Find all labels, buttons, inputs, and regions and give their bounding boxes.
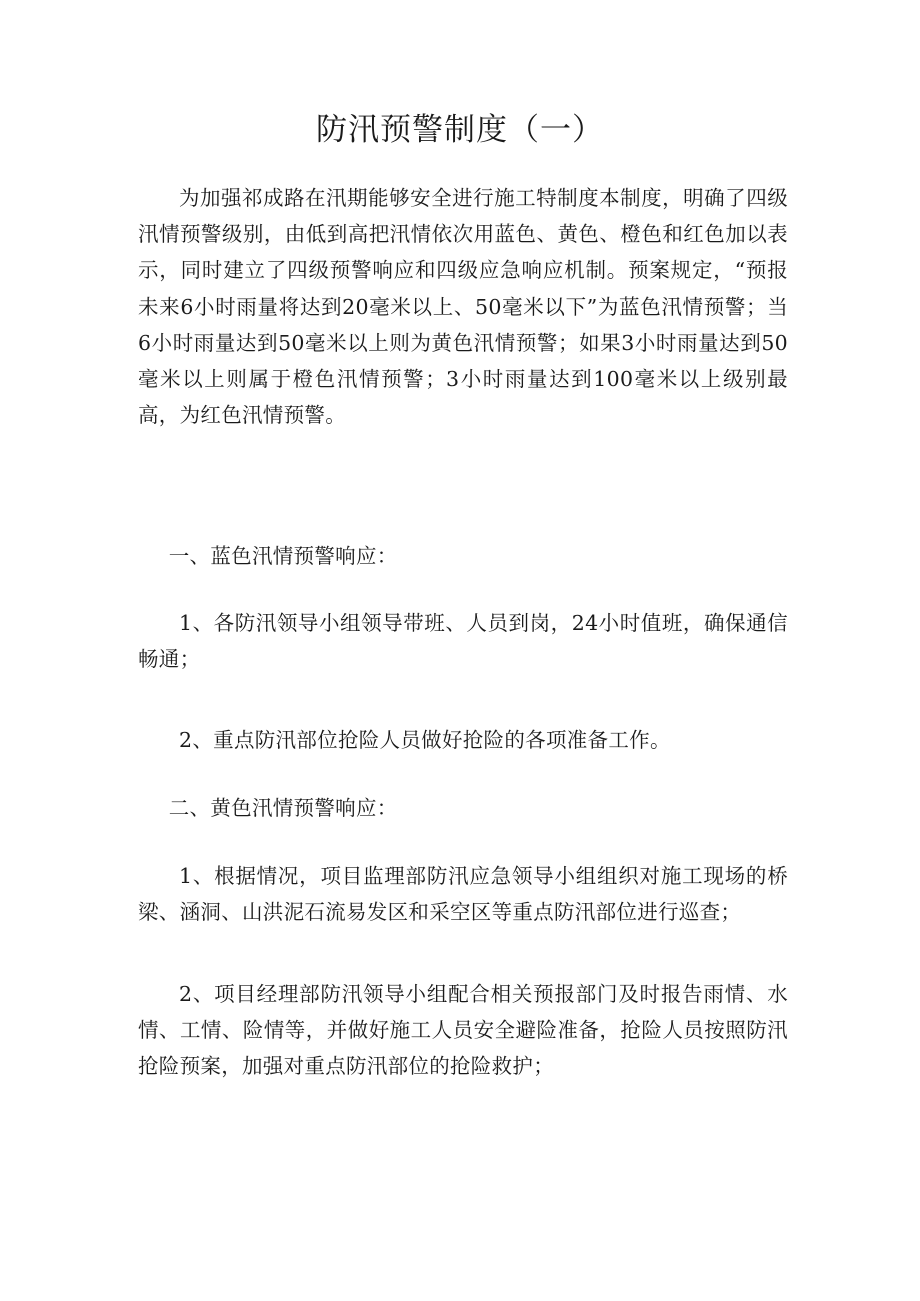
blue-item-2: 2、重点防汛部位抢险人员做好抢险的各项准备工作。 bbox=[179, 728, 671, 752]
yellow-item-1: 1、根据情况，项目监理部防汛应急领导小组组织对施工现场的桥梁、涵洞、山洪泥石流易发区和采空区等重点防汛部位进行巡查； bbox=[138, 864, 788, 925]
blue-item-1: 1、各防汛领导小组领导带班、人员到岗，24小时值班，确保通信畅通； bbox=[138, 611, 788, 672]
yellow-item-2: 2、项目经理部防汛领导小组配合相关预报部门及时报告雨情、水情、工情、险情等，并做好施工人员安全避险准备，抢险人员按照防汛抢险预案，加强对重点防汛部位的抢险救护； bbox=[138, 982, 788, 1079]
section-heading-yellow: 二、黄色汛情预警响应： bbox=[168, 796, 398, 820]
section-heading-blue: 一、蓝色汛情预警响应： bbox=[168, 544, 398, 568]
intro-paragraph: 为加强祁成路在汛期能够安全进行施工特制度本制度，明确了四级汛情预警级别，由低到高把汛情依次用蓝色、黄色、橙色和红色加以表示，同时建立了四级预警响应和四级应急响应机制。预案规定，“预报未来6小时雨量将达到20毫米以上、50毫米以下”为蓝色汛情预警；当6小时雨量达到50毫米以上则为黄色汛情预警；如果3小时雨量达到50毫米以上则属于橙色汛情预警；3小时雨量达到100毫米以上级别最高，为红色汛情预警。 bbox=[138, 186, 788, 428]
document-title: 防汛预警制度（一） bbox=[316, 112, 604, 148]
